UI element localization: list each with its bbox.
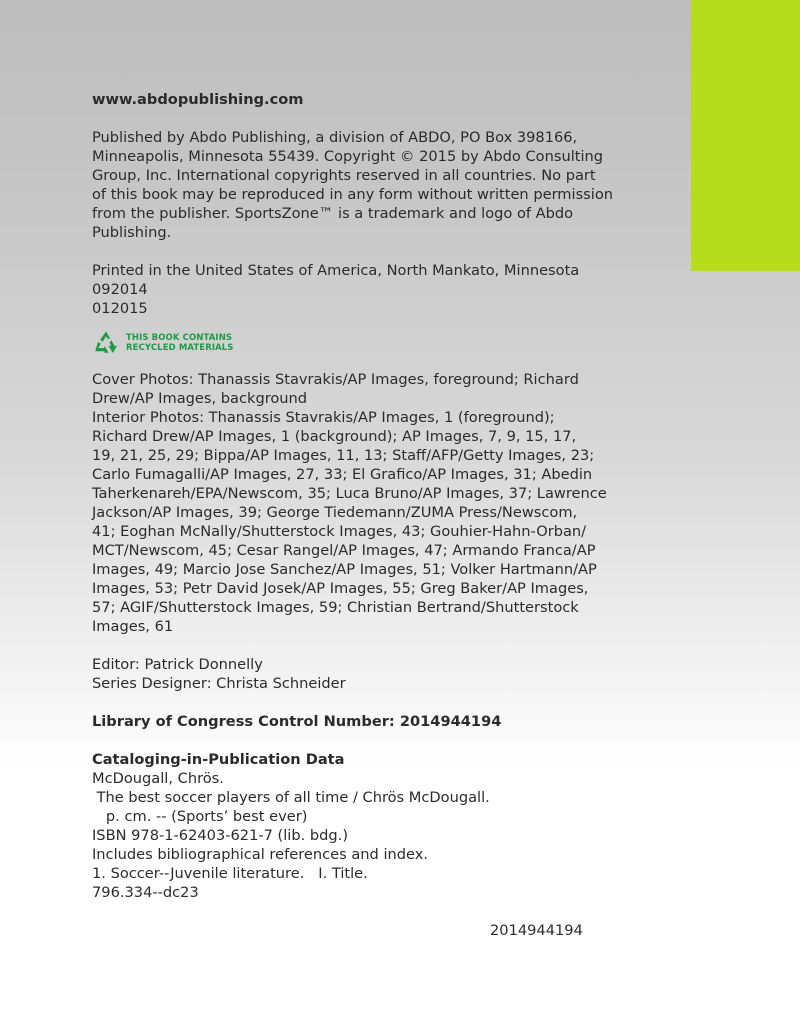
- credit-line: 19, 21, 25, 29; Bippa/AP Images, 11, 13; Staff/AFP/Getty Images, 23;: [92, 447, 595, 464]
- credit-line: Images, 53; Petr David Josek/AP Images, 55; Greg Baker/AP Images,: [92, 580, 589, 597]
- spacer: [92, 731, 632, 750]
- spacer: [92, 242, 632, 261]
- printing-code: 092014: [92, 281, 148, 298]
- credit-line: Images, 49; Marcio Jose Sanchez/AP Images, 51; Volker Hartmann/AP: [92, 561, 597, 578]
- publisher-line: from the publisher. SportsZone™ is a trademark and logo of Abdo: [92, 205, 574, 222]
- cip-line: 1. Soccer--Juvenile literature. I. Title.: [92, 865, 368, 882]
- credit-line: Taherkenareh/EPA/Newscom, 35; Luca Bruno/AP Images, 37; Lawrence: [92, 485, 607, 502]
- lccn-heading: Library of Congress Control Number: 2014944194: [92, 713, 502, 730]
- cip-line: McDougall, Chrös.: [92, 770, 224, 787]
- recycle-icon: [92, 329, 120, 357]
- publisher-line: Publishing.: [92, 224, 172, 241]
- cip-heading: Cataloging-in-Publication Data: [92, 751, 345, 768]
- credit-line: MCT/Newscom, 45; Cesar Rangel/AP Images, 47; Armando Franca/AP: [92, 542, 596, 559]
- recycled-line: THIS BOOK CONTAINS: [126, 333, 233, 343]
- credit-line: 41; Eoghan McNally/Shutterstock Images, 43; Gouhier-Hahn-Orban/: [92, 523, 587, 540]
- credit-line: Drew/AP Images, background: [92, 390, 308, 407]
- editor-credit: Editor: Patrick Donnelly: [92, 656, 263, 673]
- recycled-materials-badge: [92, 328, 632, 358]
- publisher-line: Published by Abdo Publishing, a division of ABDO, PO Box 398166,: [92, 129, 578, 146]
- staff-credits: [92, 655, 632, 693]
- spacer: [92, 693, 632, 712]
- cip-line: The best soccer players of all time / Chrös McDougall.: [92, 789, 490, 806]
- printing-location: Printed in the United States of America, North Mankato, Minnesota: [92, 262, 580, 279]
- credit-line: Carlo Fumagalli/AP Images, 27, 33; El Grafico/AP Images, 31; Abedin: [92, 466, 593, 483]
- publisher-line: Minneapolis, Minnesota 55439. Copyright © 2015 by Abdo Consulting: [92, 148, 604, 165]
- cip-line: ISBN 978-1-62403-621-7 (lib. bdg.): [92, 827, 349, 844]
- recycled-line: RECYCLED MATERIALS: [126, 343, 234, 353]
- cip-data: [92, 750, 632, 902]
- publisher-notice: [92, 128, 632, 242]
- credit-line: Images, 61: [92, 618, 174, 635]
- printing-code: 012015: [92, 300, 148, 317]
- credit-line: Richard Drew/AP Images, 1 (background); AP Images, 7, 9, 15, 17,: [92, 428, 577, 445]
- printing-info: [92, 261, 632, 318]
- recycled-text: [126, 333, 234, 353]
- publisher-line: Group, Inc. International copyrights reserved in all countries. No part: [92, 167, 596, 184]
- credit-line: Interior Photos: Thanassis Stavrakis/AP Images, 1 (foreground);: [92, 409, 555, 426]
- website-link[interactable]: www.abdopublishing.com: [92, 91, 304, 108]
- credit-line: Jackson/AP Images, 39; George Tiedemann/ZUMA Press/Newscom,: [92, 504, 578, 521]
- cip-line: 796.334--dc23: [92, 884, 199, 901]
- credit-line: Cover Photos: Thanassis Stavrakis/AP Images, foreground; Richard: [92, 371, 579, 388]
- spacer: [92, 636, 632, 655]
- accent-bar: [691, 0, 800, 271]
- photo-credits: [92, 370, 632, 636]
- copyright-content: [92, 90, 632, 902]
- credit-line: 57; AGIF/Shutterstock Images, 59; Christian Bertrand/Shutterstock: [92, 599, 579, 616]
- cip-lccn-number: 2014944194: [490, 922, 583, 939]
- designer-credit: Series Designer: Christa Schneider: [92, 675, 346, 692]
- spacer: [92, 109, 632, 128]
- cip-line: Includes bibliographical references and index.: [92, 846, 429, 863]
- cip-line: p. cm. -- (Sports’ best ever): [92, 808, 308, 825]
- publisher-line: of this book may be reproduced in any form without written permission: [92, 186, 614, 203]
